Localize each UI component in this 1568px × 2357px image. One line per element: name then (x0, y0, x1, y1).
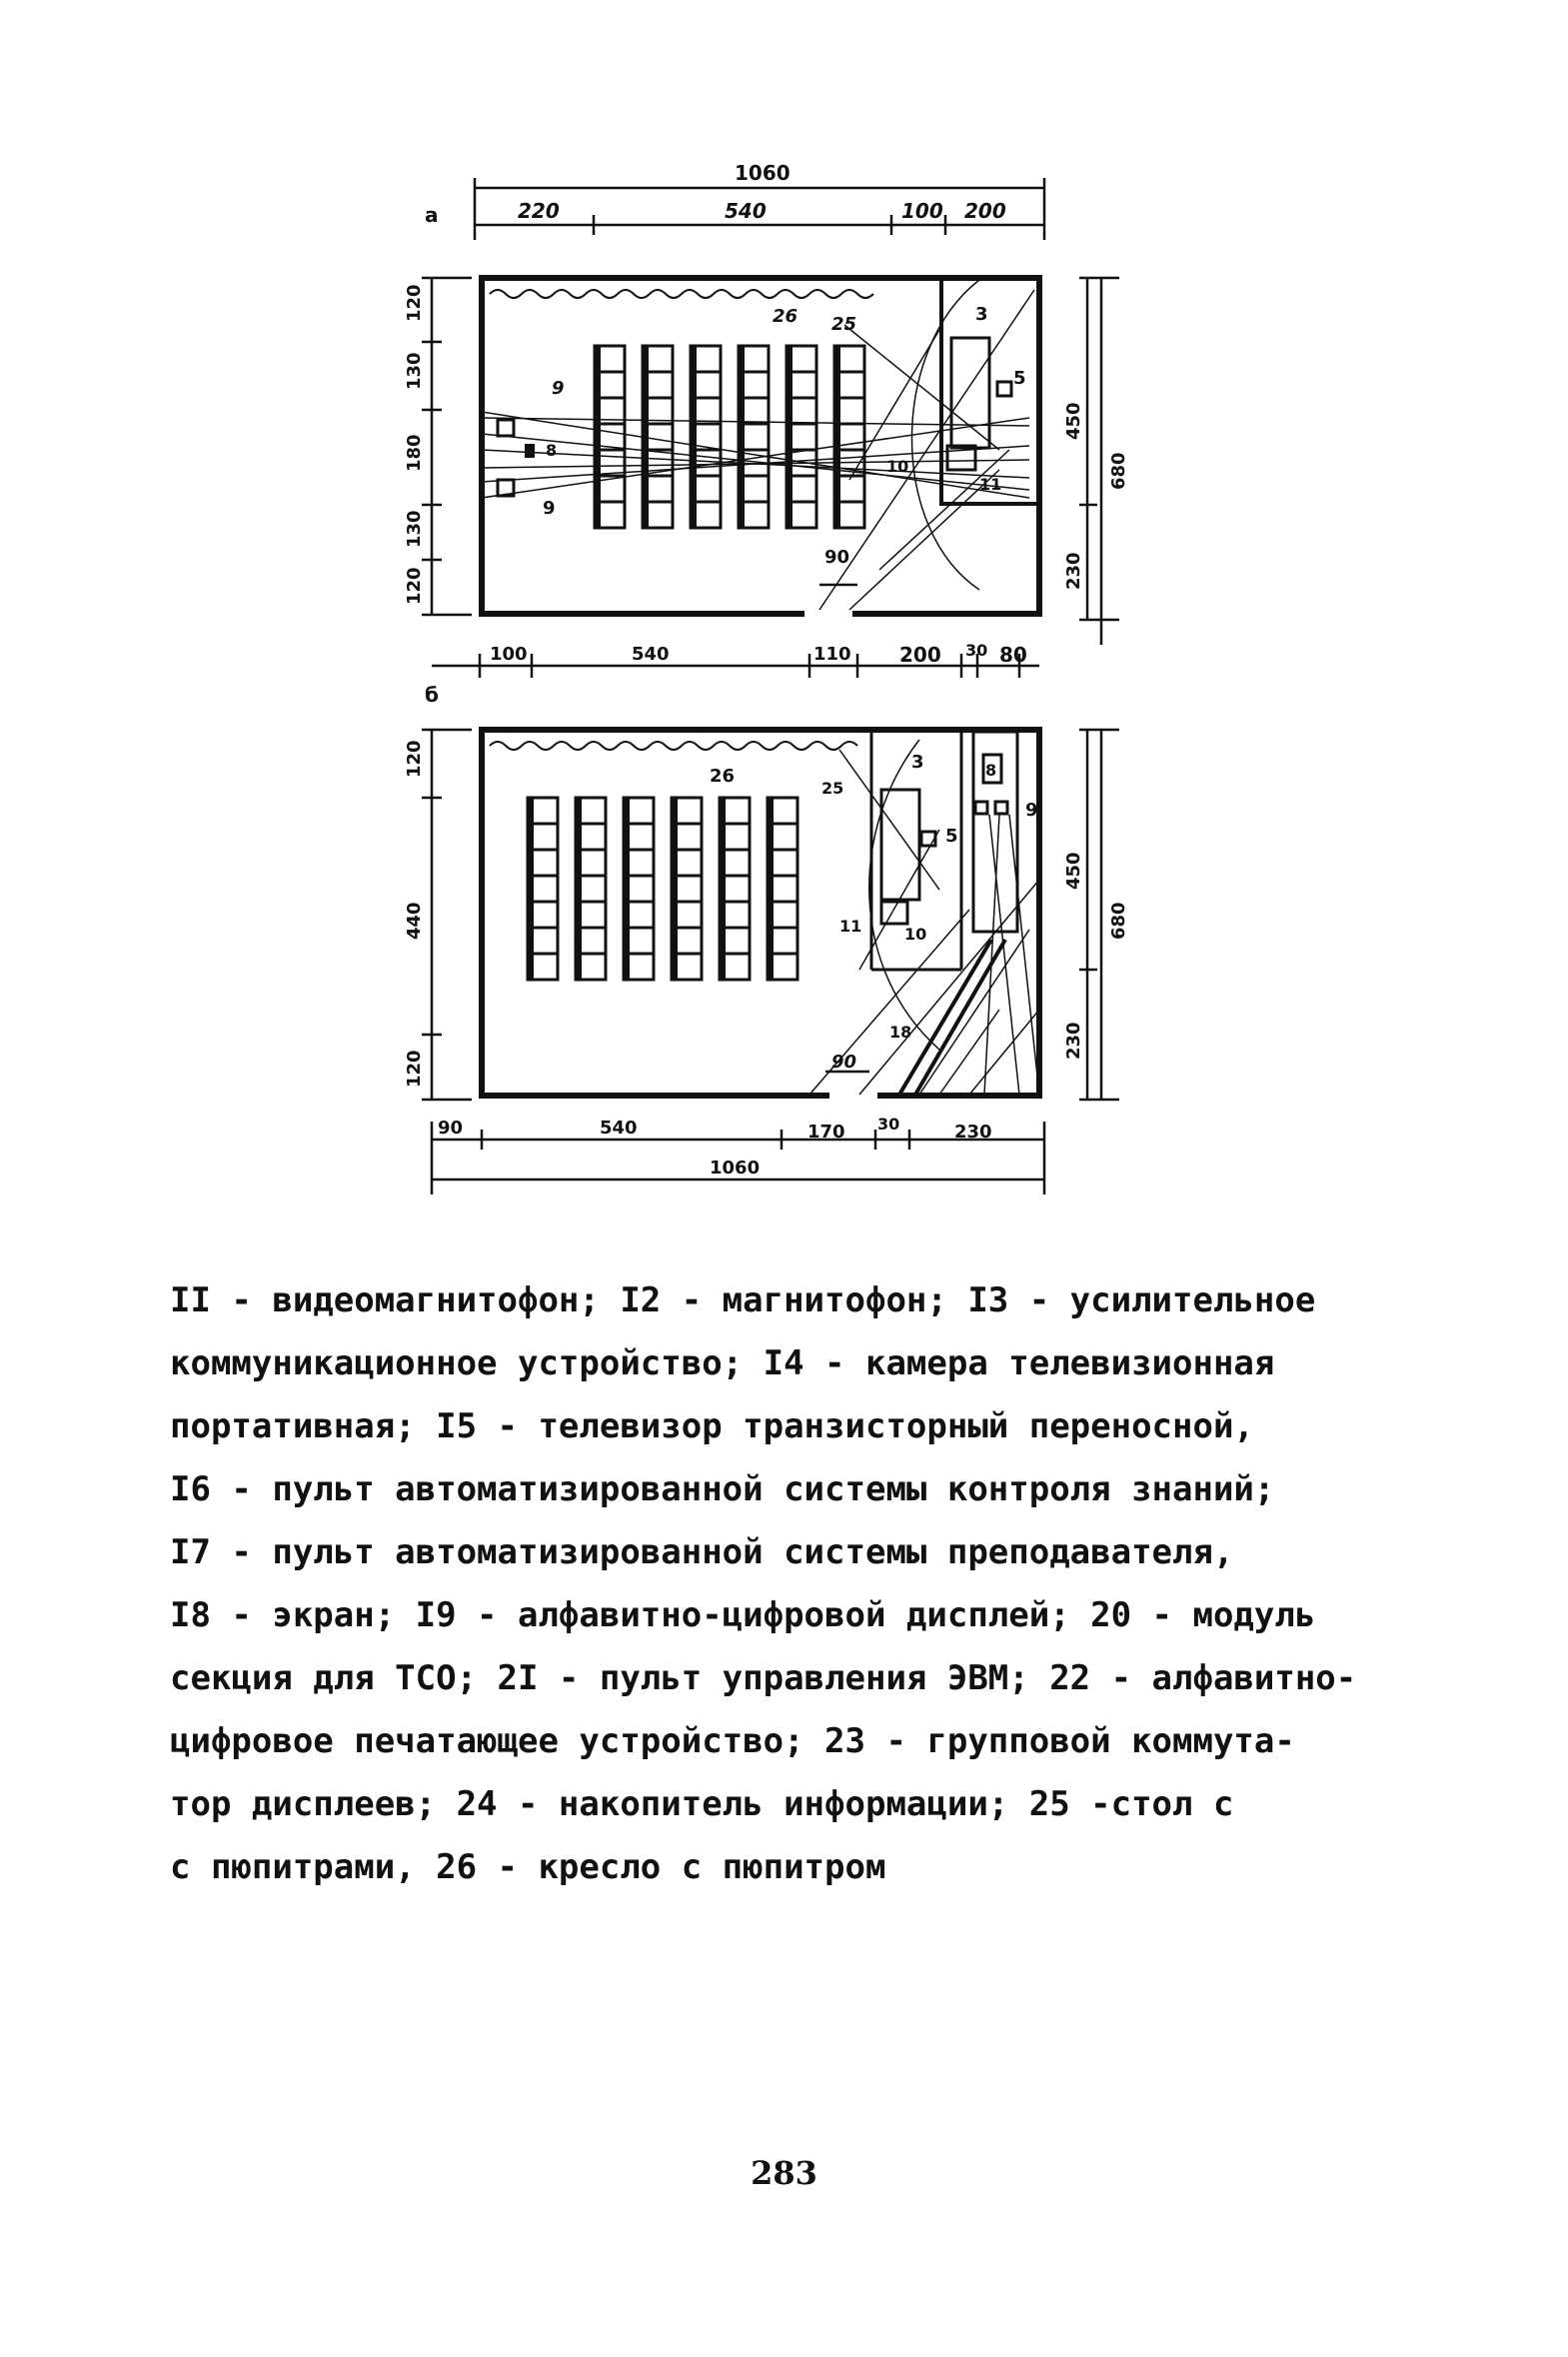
plan-a-marker-b: б (425, 683, 439, 707)
plan-a-bottom-dim: 100 (490, 644, 528, 665)
plan-b-callout: 11 (839, 917, 862, 936)
plan-b-bottom-dim: 30 (877, 1115, 900, 1134)
plan-a-top-total: 1060 (735, 161, 790, 185)
plan-b-bottom-dim: 170 (807, 1122, 845, 1143)
plan-a-callout: 26 (773, 306, 798, 327)
legend-line: II - видеомагнитофон; I2 - магнитофон; I3 - усилительное (170, 1280, 1316, 1320)
plan-a-seating-grid (595, 346, 864, 528)
plan-b-door-dim: 90 (831, 1052, 857, 1073)
plan-a-bottom-dim: 110 (813, 644, 851, 665)
plan-b-seating-grid (528, 798, 797, 980)
legend-line: портативная; I5 - телевизор транзисторный переносной, (170, 1406, 1254, 1446)
plan-b-callout: 18 (889, 1023, 912, 1042)
plan-a-right-dim: 450 (1063, 402, 1084, 440)
legend-line: I7 - пульт автоматизированной системы преподавателя, (170, 1532, 1234, 1572)
plan-b-left-dim: 120 (404, 740, 425, 778)
plan-b-control-booth (881, 790, 919, 900)
plan-a-right-dim: 230 (1063, 552, 1084, 590)
plan-a-marker: а (425, 203, 439, 227)
legend-line: тор дисплеев; 24 - накопитель информации; 25 -стол с (170, 1784, 1234, 1824)
plan-a-left-dim: 130 (404, 510, 425, 548)
legend-line: I8 - экран; I9 - алфавитно-цифровой дисплей; 20 - модуль (170, 1595, 1316, 1635)
plan-b-callout: 8 (985, 761, 997, 780)
plan-b-right-dim: 230 (1063, 1022, 1084, 1060)
plan-a-right-total: 680 (1108, 452, 1129, 490)
plan-a-top-dim: 100 (901, 199, 943, 223)
plan-b-callout: 9 (1025, 800, 1038, 821)
plan-b-right-total: 680 (1108, 902, 1129, 940)
legend (170, 1269, 1399, 1899)
plan-b-right-dim: 450 (1063, 852, 1084, 890)
legend-line: коммуникационное устройство; I4 - камера телевизионная (170, 1343, 1275, 1383)
plan-a-left-dim: 120 (404, 284, 425, 322)
plan-b (404, 730, 1129, 1194)
plan-a-left-dim: 120 (404, 567, 425, 605)
plan-b-left-dim: 440 (404, 902, 425, 940)
legend-line: I6 - пульт автоматизированной системы контроля знаний; (170, 1469, 1275, 1509)
plan-a-display (498, 420, 514, 436)
plan-b-bottom-dim: 540 (600, 1118, 638, 1139)
plan-a-left-dim: 180 (404, 434, 425, 472)
plan-a-callout: 5 (1013, 368, 1026, 389)
plan-a (404, 161, 1129, 707)
floor-plan-figure (380, 150, 1129, 1209)
legend-line: с пюпитрами, 26 - кресло с пюпитром (170, 1847, 886, 1887)
plan-a-top-dim: 200 (964, 199, 1006, 223)
plan-b-callout: 10 (904, 925, 927, 944)
plan-a-callout: 25 (831, 314, 857, 335)
plan-b-bottom-dim: 230 (954, 1122, 992, 1143)
legend-line: цифровое печатающее устройство; 23 - групповой коммута- (170, 1721, 1295, 1761)
plan-b-callout: 5 (945, 826, 958, 847)
plan-a-callout: 9 (543, 498, 556, 519)
plan-b-bottom-dim: 90 (438, 1118, 464, 1139)
plan-b-left-dim: 120 (404, 1050, 425, 1088)
plan-a-bottom-dim: 30 (965, 641, 988, 660)
plan-b-callout: 3 (911, 752, 924, 773)
plan-a-bottom-dim: 80 (999, 643, 1027, 667)
plan-a-callout: 9 (552, 378, 565, 399)
plan-a-callout: 10 (886, 457, 909, 476)
plan-a-callout: 11 (979, 475, 1002, 494)
plan-a-left-dim: 130 (404, 352, 425, 390)
floor-plan-drawing (380, 150, 1129, 1209)
plan-a-bottom-dim: 540 (632, 644, 670, 665)
plan-a-door-dim: 90 (824, 547, 850, 568)
plan-a-callout: 8 (546, 441, 558, 460)
plan-a-bottom-dim: 200 (899, 643, 941, 667)
plan-b-callout: 25 (821, 779, 844, 798)
page-number: 283 (751, 2154, 817, 2192)
plan-a-callout: 3 (975, 304, 988, 325)
legend-line: секция для ТСО; 2I - пульт управления ЭВМ; 22 - алфавитно- (170, 1658, 1357, 1698)
plan-a-top-dim: 220 (518, 199, 560, 223)
plan-a-top-dim: 540 (725, 199, 767, 223)
plan-b-bottom-total: 1060 (710, 1158, 761, 1178)
plan-b-callout: 26 (710, 766, 736, 787)
